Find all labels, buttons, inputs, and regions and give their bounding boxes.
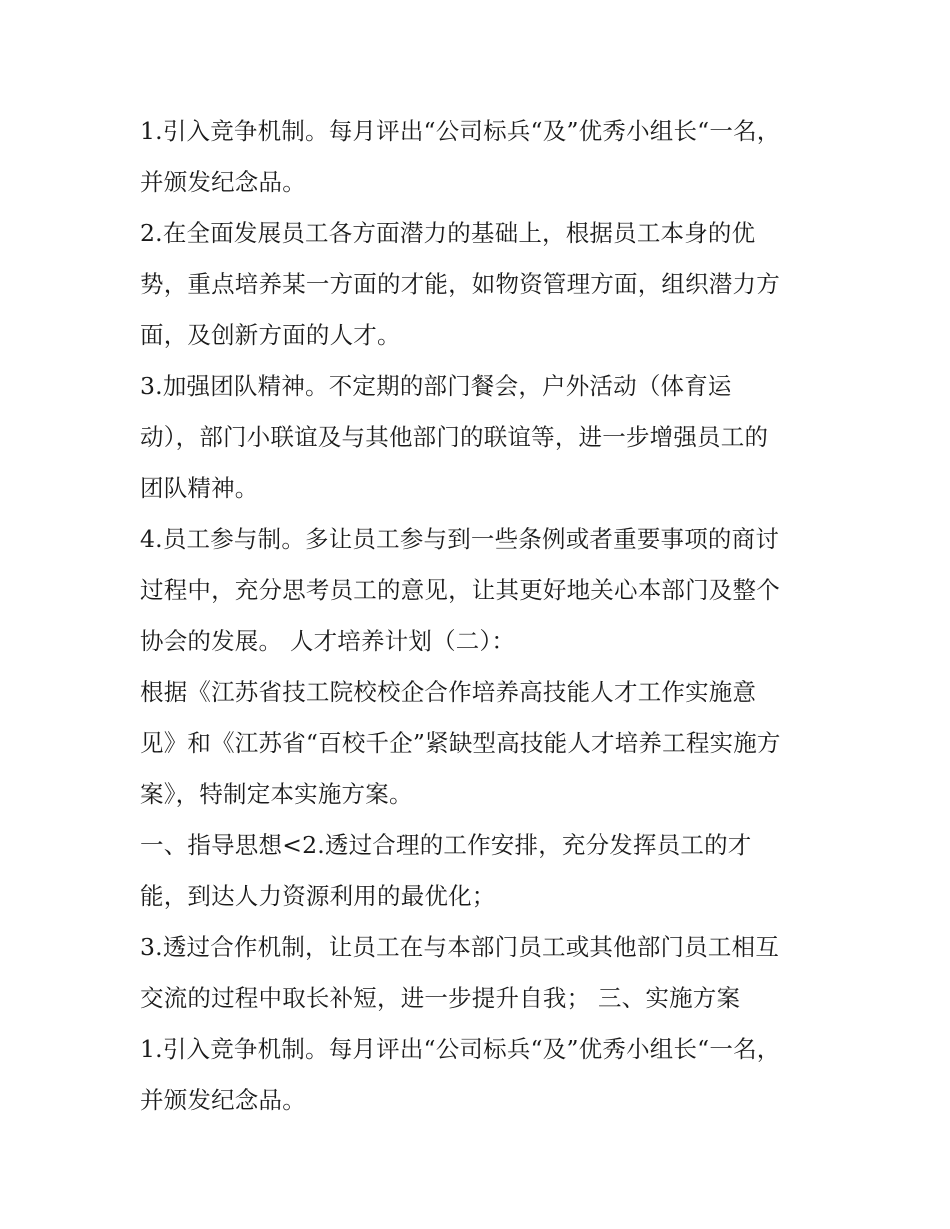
text-line: 势，重点培养某一方面的才能，如物资管理方面，组织潜力方 — [140, 270, 780, 298]
text-line: 3.加强团队精神。不定期的部门餐会，户外活动（体育运 — [140, 372, 732, 400]
text-line: 过程中，充分思考员工的意见，让其更好地关心本部门及整个 — [140, 576, 780, 604]
text-line: 见》和《江苏省“百校千企”紧缺型高技能人才培养工程实施方 — [140, 729, 781, 757]
text-line: 动），部门小联谊及与其他部门的联谊等，进一步增强员工的 — [140, 423, 769, 451]
document-body — [140, 106, 830, 1126]
text-line: 交流的过程中取长补短，进一步提升自我； 三、实施方案 — [140, 984, 741, 1012]
text-line: 3.透过合作机制，让员工在与本部门员工或其他部门员工相互 — [140, 933, 780, 961]
text-line: 并颁发纪念品。 — [140, 1086, 306, 1114]
text-line: 一、指导思想<2.透过合理的工作安排，充分发挥员工的才 — [140, 831, 752, 859]
text-line: 根据《江苏省技工院校校企合作培养高技能人才工作实施意 — [140, 678, 757, 706]
text-line: 1.引入竞争机制。每月评出“公司标兵“及”优秀小组长“一名， — [140, 117, 781, 145]
text-line: 协会的发展。 人才培养计划（二）： — [140, 627, 516, 655]
text-line: 2.在全面发展员工各方面潜力的基础上，根据员工本身的优 — [140, 219, 756, 247]
text-line: 1.引入竞争机制。每月评出“公司标兵“及”优秀小组长“一名， — [140, 1035, 781, 1063]
text-line: 案》，特制定本实施方案。 — [140, 780, 413, 808]
text-line: 团队精神。 — [140, 474, 259, 502]
text-line: 4.员工参与制。多让员工参与到一些条例或者重要事项的商讨 — [140, 525, 780, 553]
text-line: 能，到达人力资源利用的最优化； — [140, 882, 496, 910]
text-line: 面，及创新方面的人才。 — [140, 321, 401, 349]
text-line: 并颁发纪念品。 — [140, 168, 306, 196]
